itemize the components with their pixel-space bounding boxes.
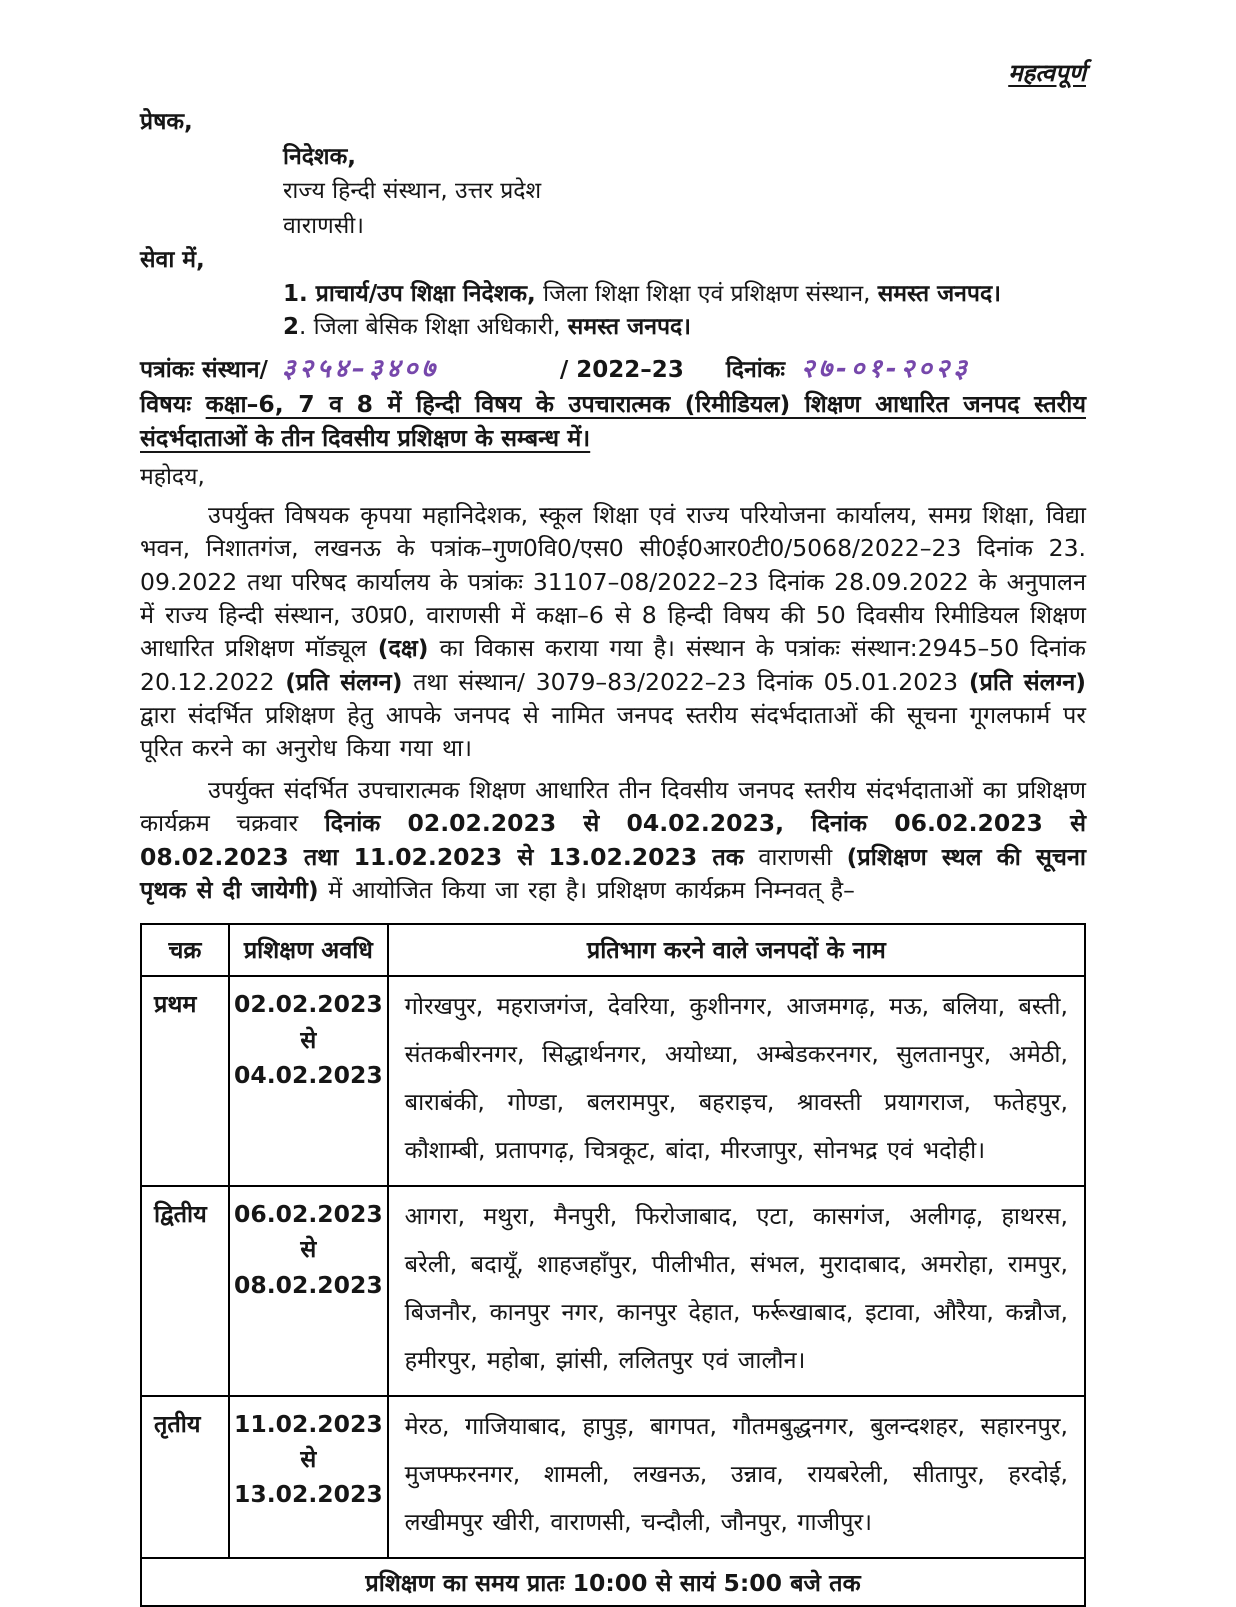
recipient-2-designation: . जिला बेसिक शिक्षा अधिकारी, xyxy=(299,313,568,340)
table-row xyxy=(141,1186,1085,1396)
period-se: से xyxy=(300,1445,317,1474)
cycle-name: द्वितीय xyxy=(141,1186,229,1396)
training-schedule-table xyxy=(140,923,1086,1606)
salutation: महोदय, xyxy=(140,463,205,490)
letter-number-handwritten: ३२५४–३४०७ xyxy=(281,354,440,385)
table-row xyxy=(141,976,1085,1186)
recipient-2-scope: समस्त जनपद। xyxy=(567,313,691,340)
training-period xyxy=(229,1396,388,1558)
training-period xyxy=(229,976,388,1186)
cycle-name: प्रथम xyxy=(141,976,229,1186)
important-label: महत्वपूर्ण xyxy=(1008,59,1086,87)
period-to: 04.02.2023 xyxy=(234,1060,383,1089)
cycle-name: तृतीय xyxy=(141,1396,229,1558)
districts-list: आगरा, मथुरा, मैनपुरी, फिरोजाबाद, एटा, कासगंज, अलीगढ़, हाथरस, बरेली, बदायूँ, शाहजहाँपुर, पीलीभीत, संभल, मुरादाबाद, अमरोहा, रामपुर, बिजनौर, कानपुर नगर, कानपुर देहात, फर्रूखाबाद, इटावा, औरैया, कन्नौज, हमीरपुर, महोबा, झांसी, ललितपुर एवं जालौन। xyxy=(388,1186,1085,1396)
para1-bold-copy-attached-1: (प्रति संलग्न) xyxy=(285,667,403,696)
period-se: से xyxy=(300,1235,317,1264)
sender-city: वाराणसी। xyxy=(283,212,364,239)
table-footer-row xyxy=(141,1558,1085,1606)
para2-bold-venue-note: (प्रशिक्षण स्थल की सूचना पृथक से दी जायेगी) xyxy=(140,842,1086,904)
subject-label: विषयः xyxy=(140,390,192,419)
table-row xyxy=(141,1396,1085,1558)
para1-text-2: का विकास कराया गया है। संस्थान के पत्रांकः संस्थान:2945–50 दिनांक 20.12.2022 xyxy=(140,634,1086,696)
districts-list: मेरठ, गाजियाबाद, हापुड़, बागपत, गौतमबुद्धनगर, बुलन्दशहर, सहारनपुर, मुजफ्फरनगर, शामली, लखनऊ, उन्नाव, रायबरेली, सीतापुर, हरदोई, लखीमपुर खीरी, वाराणसी, चन्दौली, जौनपुर, गाजीपुर। xyxy=(388,1396,1085,1558)
recipient-1-designation: 1. प्राचार्य/उप शिक्षा निदेशक, xyxy=(283,280,536,307)
recipient-1-scope: समस्त जनपद। xyxy=(877,280,1001,307)
recipient-item-1 xyxy=(283,278,1086,311)
para1-bold-daksh: (दक्ष) xyxy=(377,634,429,663)
subject-text: कक्षा–6, 7 व 8 में हिन्दी विषय के उपचारात्मक (रिमीडियल) शिक्षण आधारित जनपद स्तरीय संदर्भदाताओं के तीन दिवसीय प्रशिक्षण के सम्बन्ध में। xyxy=(140,390,1086,452)
para1-text-4: द्वारा संदर्भित प्रशिक्षण हेतु आपके जनपद से नामित जनपद स्तरीय संदर्भदाताओं की सूचना गूगलफार्म पर पूरित करने का अनुरोध किया गया था। xyxy=(140,701,1086,763)
para2-bold-dates: दिनांक 02.02.2023 से 04.02.2023, दिनांक 06.02.2023 से 08.02.2023 तथा 11.02.2023 से 13.02.2023 तक xyxy=(140,809,1086,871)
period-to: 08.02.2023 xyxy=(234,1270,383,1299)
para2-text-1: उपर्युक्त संदर्भित उपचारात्मक शिक्षण आधारित तीन दिवसीय जनपद स्तरीय संदर्भदाताओं का प्रशिक्षण कार्यक्रम चक्रवार xyxy=(140,775,1086,838)
para1-bold-copy-attached-2: (प्रति संलग्न) xyxy=(968,667,1087,696)
para1-text-1: उपर्युक्त विषयक कृपया महानिदेशक, स्कूल शिक्षा एवं राज्य परियोजना कार्यालय, समग्र शिक्षा, विद्या भवन, निशातगंज, लखनऊ के पत्रांक–गुण0वि0/एस0 सी0ई0आर0टी0/5068/2022–23 दिनांक 23. 09.2022 तथा परिषद कार्यालय के पत्रांकः 31107–08/2022–23 दिनांक 28.09.2022 के अनुपालन में राज्य हिन्दी संस्थान, उ0प्र0, वाराणसी में कक्षा–6 से 8 हिन्दी विषय की 50 दिवसीय रिमीडियल शिक्षण आधारित प्रशिक्षण मॉड्यूल xyxy=(140,500,1086,663)
reference-line xyxy=(140,352,1086,384)
table-header-row xyxy=(141,924,1085,976)
para1-text-3: तथा संस्थान/ 3079–83/2022–23 दिनांक 05.01.2023 xyxy=(402,667,969,696)
date-label: दिनांकः xyxy=(725,357,786,384)
training-time-note: प्रशिक्षण का समय प्रातः 10:00 से सायं 5:00 बजे तक xyxy=(141,1558,1085,1606)
header-districts: प्रतिभाग करने वाले जनपदों के नाम xyxy=(388,924,1085,976)
header-period: प्रशिक्षण अवधि xyxy=(229,924,388,976)
letter-number-label: पत्रांकः संस्थान/ xyxy=(140,357,268,384)
body-paragraph-2 xyxy=(140,774,1086,907)
districts-list: गोरखपुर, महराजगंज, देवरिया, कुशीनगर, आजमगढ़, मऊ, बलिया, बस्ती, संतकबीरनगर, सिद्धार्थनगर, अयोध्या, अम्बेडकरनगर, सुलतानपुर, अमेठी, बाराबंकी, गोण्डा, बलरामपुर, बहराइच, श्रावस्ती प्रयागराज, फतेहपुर, कौशाम्बी, प्रतापगढ़, चित्रकूट, बांदा, मीरजापुर, सोनभद्र एवं भदोही। xyxy=(388,976,1085,1186)
header-cycle: चक्र xyxy=(141,924,229,976)
recipient-1-office: जिला शिक्षा शिक्षा एवं प्रशिक्षण संस्थान, xyxy=(535,280,878,307)
recipient-label: सेवा में, xyxy=(140,247,205,273)
sender-designation: निदेशक, xyxy=(283,143,356,170)
body-paragraph-1 xyxy=(140,499,1086,766)
para2-text-2: वाराणसी xyxy=(743,842,847,871)
training-period xyxy=(229,1186,388,1396)
subject-line xyxy=(140,388,1086,455)
sender-block xyxy=(283,140,1086,244)
period-from: 02.02.2023 xyxy=(234,990,383,1019)
recipient-item-2 xyxy=(283,311,1086,344)
date-handwritten: २७-०१-२०२३ xyxy=(801,354,971,385)
period-from: 06.02.2023 xyxy=(234,1200,383,1229)
period-se: से xyxy=(300,1025,317,1054)
period-to: 13.02.2023 xyxy=(234,1480,383,1509)
recipient-list xyxy=(283,278,1086,345)
letter-number-year: / 2022–23 xyxy=(559,357,684,384)
sender-organization: राज्य हिन्दी संस्थान, उत्तर प्रदेश xyxy=(283,178,542,204)
recipient-2-number: 2 xyxy=(283,313,300,340)
sender-label: प्रेषक, xyxy=(140,109,193,135)
para2-text-3: में आयोजित किया जा रहा है। प्रशिक्षण कार्यक्रम निम्नवत् है– xyxy=(318,875,855,904)
period-from: 11.02.2023 xyxy=(234,1409,383,1438)
